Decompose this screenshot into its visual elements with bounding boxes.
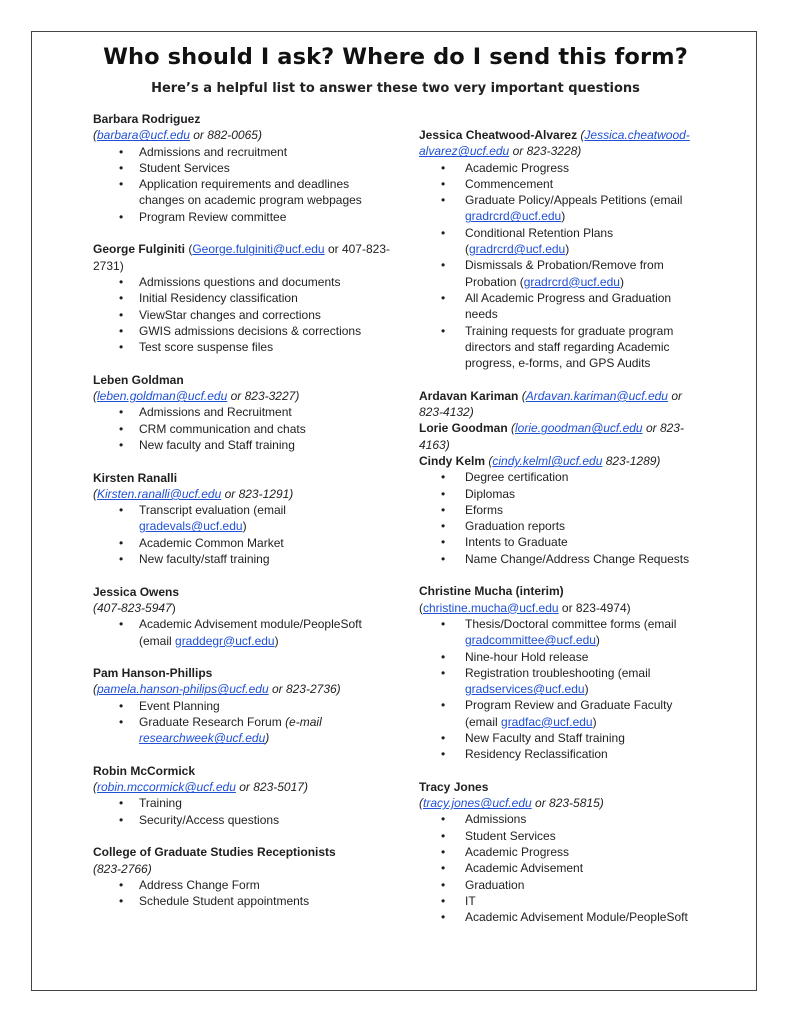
- email-link[interactable]: Ardavan.kariman@ucf.edu: [525, 388, 668, 403]
- responsibility-list: [93, 698, 393, 747]
- list-item: • Student Services: [419, 828, 694, 844]
- contact-name: Cindy Kelm: [419, 453, 486, 468]
- list-item: • Student Services: [93, 160, 393, 176]
- contact-name: Pam Hanson-Phillips: [93, 666, 213, 681]
- email-link[interactable]: George.fulginiti@ucf.edu: [192, 242, 325, 257]
- contact-name: Kirsten Ranalli: [93, 470, 178, 485]
- list-item: • Residency Reclassification: [419, 746, 694, 762]
- contact-info: Cindy Kelm (cindy.kelml@ucf.edu 823-1289): [419, 453, 661, 468]
- email-link[interactable]: gradservices@ucf.edu: [465, 682, 585, 697]
- contact-info: (Kirsten.ranalli@ucf.edu or 823-1291): [93, 486, 294, 501]
- email-link[interactable]: Kirsten.ranalli@ucf.edu: [97, 486, 222, 501]
- list-item: • Admissions questions and documents: [93, 274, 393, 290]
- list-item: • Graduate Policy/Appeals Petitions (email gradrcrd@ucf.edu): [419, 192, 694, 225]
- email-link[interactable]: gradevals@ucf.edu: [139, 519, 243, 534]
- contact-name: College of Graduate Studies Receptionists: [93, 845, 336, 860]
- right-column: [419, 127, 694, 942]
- list-item: • Intents to Graduate: [419, 534, 694, 550]
- contact-ardavan-kariman: Ardavan Kariman (Ardavan.kariman@ucf.edu or 823-4132): [419, 388, 682, 420]
- email-link[interactable]: gradrcrd@ucf.edu: [465, 209, 562, 224]
- page-title: Who should I ask? Where do I send this form?: [103, 44, 688, 70]
- list-item: • Registration troubleshooting (email gradservices@ucf.edu): [419, 665, 694, 698]
- list-item: • Program Review and Graduate Faculty (email gradfac@ucf.edu): [419, 697, 694, 730]
- list-item: • Graduation reports: [419, 518, 694, 534]
- list-item: • Commencement: [419, 176, 694, 192]
- contact-pam-hanson-phillips: [93, 665, 393, 746]
- list-item: • Academic Progress: [419, 844, 694, 860]
- responsibility-list: [93, 404, 393, 453]
- contact-kirsten-ranalli: [93, 470, 393, 568]
- list-item: • New faculty/staff training: [93, 551, 393, 567]
- email-link[interactable]: christine.mucha@ucf.edu: [423, 600, 559, 615]
- list-item: • Eforms: [419, 502, 694, 518]
- list-item: • Application requirements and deadlines changes on academic program webpages: [93, 176, 393, 209]
- list-item: • Event Planning: [93, 698, 393, 714]
- contact-info: (robin.mccormick@ucf.edu or 823-5017): [93, 780, 308, 795]
- email-link[interactable]: gradcommittee@ucf.edu: [465, 633, 596, 648]
- list-item: • Security/Access questions: [93, 812, 393, 828]
- list-item: • IT: [419, 893, 694, 909]
- contact-cindy-kelm: [419, 453, 694, 567]
- list-item: • Thesis/Doctoral committee forms (email gradcommittee@ucf.edu): [419, 616, 694, 649]
- list-item: • CRM communication and chats: [93, 421, 393, 437]
- list-item: • Nine-hour Hold release: [419, 649, 694, 665]
- list-item: • Diplomas: [419, 486, 694, 502]
- contact-info: George Fulginiti (George.fulginiti@ucf.edu or 407-823-2731): [93, 242, 390, 273]
- list-item: • Training: [93, 795, 393, 811]
- responsibility-list: [93, 502, 393, 567]
- list-item: • Transcript evaluation (email gradevals@ucf.edu): [93, 502, 393, 535]
- contact-name: Barbara Rodriguez: [93, 112, 201, 126]
- responsibility-list: [419, 811, 694, 925]
- responsibility-list: [419, 616, 694, 763]
- left-column: [93, 111, 393, 926]
- contact-info: (barbara@ucf.edu or 882-0065): [93, 128, 262, 143]
- list-item: • Admissions and Recruitment: [93, 404, 393, 420]
- list-item: • Admissions and recruitment: [93, 144, 393, 160]
- contact-info: (christine.mucha@ucf.edu or 823-4974): [419, 600, 631, 615]
- responsibility-list: [93, 274, 393, 355]
- list-item: • All Academic Progress and Graduation needs: [419, 290, 694, 323]
- contact-name: Jessica Cheatwood-Alvarez: [419, 128, 578, 142]
- page-subtitle: Here’s a helpful list to answer these two very important questions: [151, 81, 640, 96]
- contact-info: (leben.goldman@ucf.edu or 823-3227): [93, 389, 300, 404]
- email-link[interactable]: gradrcrd@ucf.edu: [523, 274, 620, 289]
- responsibility-list: [93, 616, 393, 649]
- responsibility-list: [419, 160, 694, 372]
- email-link[interactable]: gradrcrd@ucf.edu: [469, 242, 566, 257]
- contact-info: (823-2766): [93, 861, 152, 876]
- email-link[interactable]: tracy.jones@ucf.edu: [423, 796, 532, 811]
- list-item: • Conditional Retention Plans (gradrcrd@ucf.edu): [419, 225, 694, 258]
- email-link[interactable]: barbara@ucf.edu: [97, 128, 190, 143]
- list-item: • Name Change/Address Change Requests: [419, 551, 694, 567]
- contact-christine-mucha: [419, 583, 694, 762]
- list-item: • Academic Advisement module/PeopleSoft (email graddegr@ucf.edu): [93, 616, 393, 649]
- list-item: • Degree certification: [419, 469, 694, 485]
- email-link[interactable]: cindy.kelml@ucf.edu: [492, 453, 603, 468]
- list-item: • Schedule Student appointments: [93, 893, 393, 909]
- contact-cgs-receptionists: [93, 844, 393, 909]
- contact-jessica-cheatwood-alvarez: [419, 127, 694, 371]
- list-item: • Address Change Form: [93, 877, 393, 893]
- contact-info: (tracy.jones@ucf.edu or 823-5815): [419, 796, 604, 811]
- list-item: • New faculty and Staff training: [93, 437, 393, 453]
- responsibility-list: [93, 877, 393, 910]
- responsibility-list: [93, 795, 393, 828]
- contact-leben-goldman: [93, 372, 393, 453]
- list-item: • Dismissals & Probation/Remove from Probation (gradrcrd@ucf.edu): [419, 257, 694, 290]
- contact-name: George Fulginiti: [93, 242, 185, 257]
- contact-robin-mccormick: [93, 763, 393, 828]
- email-link[interactable]: robin.mccormick@ucf.edu: [97, 780, 236, 795]
- list-item: • Initial Residency classification: [93, 290, 393, 306]
- list-item: • Academic Advisement Module/PeopleSoft: [419, 909, 694, 925]
- list-item: • Academic Progress: [419, 160, 694, 176]
- list-item: • GWIS admissions decisions & corrections: [93, 323, 393, 339]
- responsibility-list: [93, 144, 393, 225]
- email-link[interactable]: gradfac@ucf.edu: [501, 714, 593, 729]
- email-link[interactable]: graddegr@ucf.edu: [175, 633, 275, 648]
- contact-name: Lorie Goodman: [419, 421, 508, 436]
- list-item: • Graduation: [419, 877, 694, 893]
- contact-tracy-jones: [419, 779, 694, 926]
- list-item: • ViewStar changes and corrections: [93, 307, 393, 323]
- contact-info: Jessica Cheatwood-Alvarez (Jessica.cheatwood-alvarez@ucf.edu or 823-3228): [419, 128, 690, 159]
- contact-george-fulginiti: [93, 241, 393, 355]
- contact-jessica-owens: [93, 584, 393, 649]
- list-item: • Academic Advisement: [419, 860, 694, 876]
- list-item: • Test score suspense files: [93, 339, 393, 355]
- contact-name: Robin McCormick: [93, 763, 196, 778]
- list-item: • New Faculty and Staff training: [419, 730, 694, 746]
- list-item: • Admissions: [419, 811, 694, 827]
- email-link[interactable]: pamela.hanson-philips@ucf.edu: [97, 682, 269, 697]
- email-link[interactable]: researchweek@ucf.edu: [139, 731, 266, 746]
- contact-info: (407-823-5947): [93, 600, 176, 615]
- contact-lorie-goodman: Lorie Goodman (lorie.goodman@ucf.edu or 823-4163): [419, 421, 684, 452]
- list-item: • Program Review committee: [93, 209, 393, 225]
- contact-name: Jessica Owens: [93, 584, 180, 599]
- contact-name: Tracy Jones: [419, 779, 489, 794]
- contact-name: Ardavan Kariman: [419, 388, 519, 403]
- email-link[interactable]: leben.goldman@ucf.edu: [97, 389, 228, 404]
- list-item: • Training requests for graduate program directors and staff regarding Academic progress, e-forms, and GPS Audits: [419, 323, 694, 372]
- contact-barbara-rodriguez: [93, 111, 393, 225]
- responsibility-list: [419, 469, 694, 567]
- contact-info: (pamela.hanson-philips@ucf.edu or 823-2736): [93, 682, 341, 697]
- email-link[interactable]: Jessica.cheatwood-alvarez@ucf.edu: [419, 128, 690, 159]
- email-link[interactable]: lorie.goodman@ucf.edu: [515, 421, 643, 436]
- list-item: • Graduate Research Forum (e-mail researchweek@ucf.edu): [93, 714, 393, 747]
- list-item: • Academic Common Market: [93, 535, 393, 551]
- contact-name: Christine Mucha (interim): [419, 584, 564, 599]
- contact-name: Leben Goldman: [93, 372, 184, 387]
